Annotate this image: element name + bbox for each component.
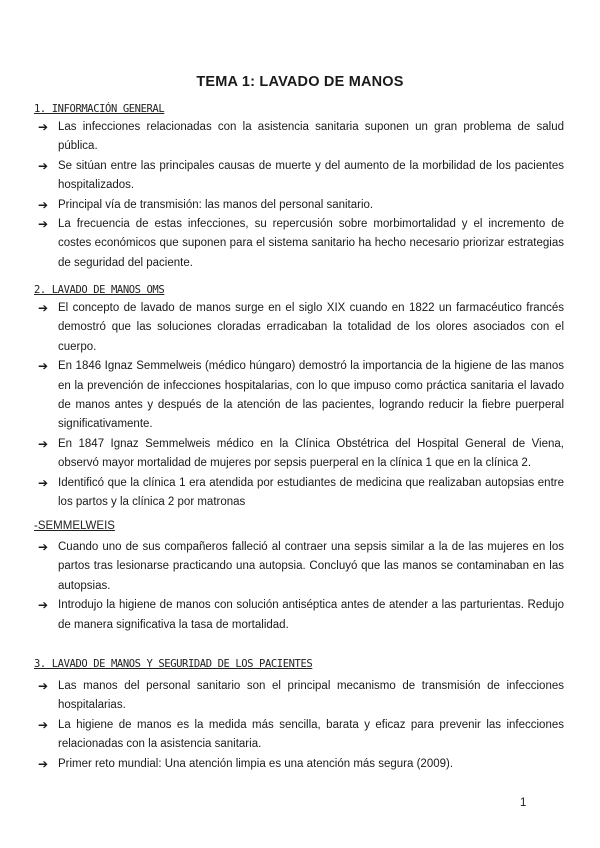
- section-semmelweis: [34, 517, 564, 635]
- list-item: ➔ La frecuencia de estas infecciones, su repercusión sobre morbimortalidad y el incremento de costes económicos que suponen para el sistema sanitario ha hecho necesario priorizar estrategias de seguridad del paciente.: [38, 217, 564, 269]
- list-item: ➔ La higiene de manos es la medida más sencilla, barata y eficaz para prevenir las infecciones relacionadas con la asistencia sanitaria.: [38, 717, 564, 751]
- list-item: ➔ En 1847 Ignaz Semmelweis médico en la Clínica Obstétrica del Hospital General de Viena, observó mayor mortalidad de mujeres por sepsis puerperal en la clínica 1 que en la clínica 2.: [38, 436, 564, 470]
- list-item: ➔ Primer reto mundial: Una atención limpia es una atención más segura (2009).: [34, 755, 564, 774]
- list-item: ➔ Las manos del personal sanitario son el principal mecanismo de transmisión de infecciones hospitalarias.: [38, 679, 564, 712]
- section-heading: 1. INFORMACIÓN GENERAL: [34, 103, 165, 115]
- list-item: ➔ El concepto de lavado de manos surge en el siglo XIX cuando en 1822 un farmacéutico francés demostró que las soluciones cloradas erradicaban la totalidad de los olores asociados con el cuerpo.: [38, 301, 564, 353]
- list-item: ➔ Cuando uno de sus compañeros falleció al contraer una sepsis similar a la de las mujeres en los partos tras lesionarse practicando una autopsia. Concluyó que las manos se contaminaban en las autopsias.: [38, 540, 564, 592]
- arrow-icon: ➔: [38, 717, 49, 732]
- arrow-icon: ➔: [38, 679, 49, 693]
- arrow-icon: ➔: [38, 197, 49, 212]
- list-item: ➔ Principal vía de transmisión: las manos del personal sanitario.: [34, 196, 564, 215]
- section-informacion-general: [34, 100, 564, 273]
- arrow-icon: ➔: [38, 436, 49, 451]
- bullet-list: [34, 118, 564, 273]
- arrow-icon: ➔: [38, 598, 49, 613]
- bullet-list: [34, 538, 564, 635]
- section-seguridad-pacientes: [34, 655, 564, 774]
- section-lavado-de-manos-oms: [34, 281, 564, 512]
- arrow-icon: ➔: [38, 475, 49, 490]
- page-number: 1: [520, 797, 527, 809]
- list-item: ➔ Se sitúan entre las principales causas de muerte y del aumento de la morbilidad de los pacientes hospitalizados.: [38, 158, 564, 192]
- list-item: ➔ Introdujo la higiene de manos con solución antiséptica antes de atender a las parturientas. Redujo de manera significativa la tasa de mortalidad.: [38, 598, 564, 631]
- arrow-icon: ➔: [38, 301, 49, 315]
- arrow-icon: ➔: [38, 359, 49, 374]
- section-heading: 2. LAVADO DE MANOS OMS: [34, 284, 165, 296]
- list-item: ➔ Identificó que la clínica 1 era atendida por estudiantes de medicina que realizaban autopsias entre los partos y la clínica 2 por matronas: [38, 475, 564, 509]
- section-heading: -SEMMELWEIS: [34, 520, 115, 532]
- arrow-icon: ➔: [38, 120, 49, 134]
- document-title: TEMA 1: LAVADO DE MANOS: [196, 74, 404, 90]
- arrow-icon: ➔: [38, 756, 49, 771]
- arrow-icon: ➔: [38, 158, 49, 173]
- section-heading: 3. LAVADO DE MANOS Y SEGURIDAD DE LOS PACIENTES: [34, 658, 313, 670]
- list-item: ➔ Las infecciones relacionadas con la asistencia sanitaria suponen un gran problema de salud pública.: [38, 120, 564, 153]
- list-item: ➔ En 1846 Ignaz Semmelweis (médico húngaro) demostró la importancia de la higiene de las manos en la prevención de infecciones hospitalarias, con lo que impuso como práctica sanitaria el lavado de manos antes y después de la atención de las pacientes, logrando reducir la fiebre puerperal significativamente.: [38, 359, 564, 431]
- bullet-list: [34, 677, 564, 774]
- arrow-icon: ➔: [38, 540, 49, 554]
- arrow-icon: ➔: [38, 217, 49, 232]
- bullet-list: [34, 299, 564, 512]
